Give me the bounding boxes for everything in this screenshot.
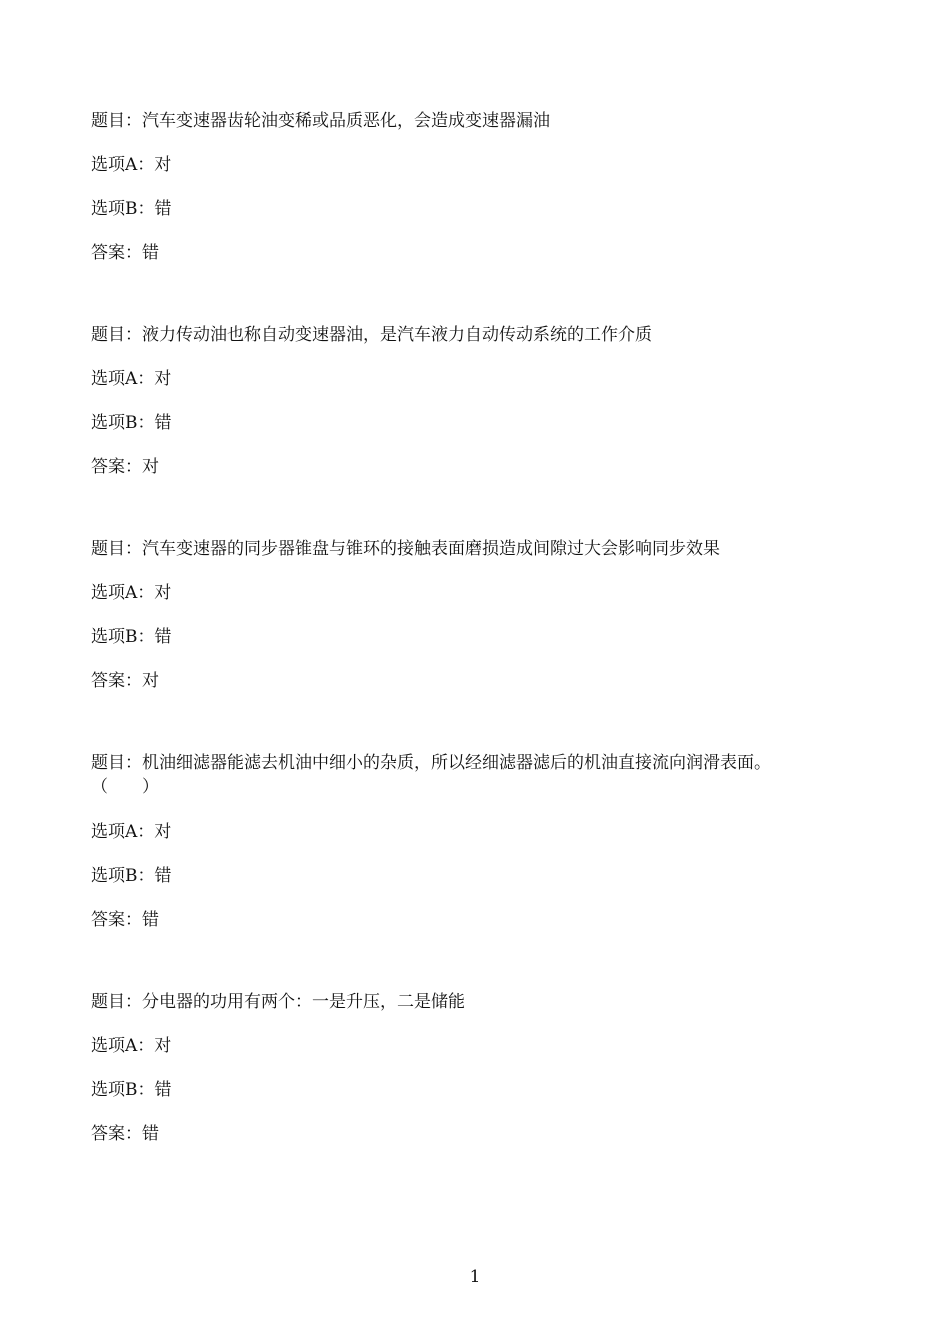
question-1-option-a: 选项A：对: [91, 155, 172, 175]
question-5-option-b: 选项B：错: [91, 1080, 172, 1100]
question-5-option-a: 选项A：对: [91, 1036, 172, 1056]
question-4-answer: 答案：错: [91, 910, 159, 930]
question-3-text: 题目：汽车变速器的同步器锥盘与锥环的接触表面磨损造成间隙过大会影响同步效果: [91, 539, 720, 559]
question-3-option-a: 选项A：对: [91, 583, 172, 603]
question-2-option-b: 选项B：错: [91, 413, 172, 433]
question-2-answer: 答案：对: [91, 457, 159, 477]
question-3-option-b: 选项B：错: [91, 627, 172, 647]
question-4-text: 题目：机油细滤器能滤去机油中细小的杂质，所以经细滤器滤后的机油直接流向润滑表面。: [91, 753, 771, 773]
question-2-option-a: 选项A：对: [91, 369, 172, 389]
question-1-text: 题目：汽车变速器齿轮油变稀或品质恶化，会造成变速器漏油: [91, 111, 550, 131]
page-number: 1: [469, 1267, 481, 1287]
question-1-option-b: 选项B：错: [91, 199, 172, 219]
question-4-option-a: 选项A：对: [91, 822, 172, 842]
question-2-text: 题目：液力传动油也称自动变速器油，是汽车液力自动传动系统的工作介质: [91, 325, 652, 345]
question-1-answer: 答案：错: [91, 243, 159, 263]
question-4-option-b: 选项B：错: [91, 866, 172, 886]
question-4-text-continued: （ ）: [91, 777, 159, 797]
question-5-answer: 答案：错: [91, 1124, 159, 1144]
question-5-text: 题目：分电器的功用有两个：一是升压，二是储能: [91, 992, 465, 1012]
question-3-answer: 答案：对: [91, 671, 159, 691]
